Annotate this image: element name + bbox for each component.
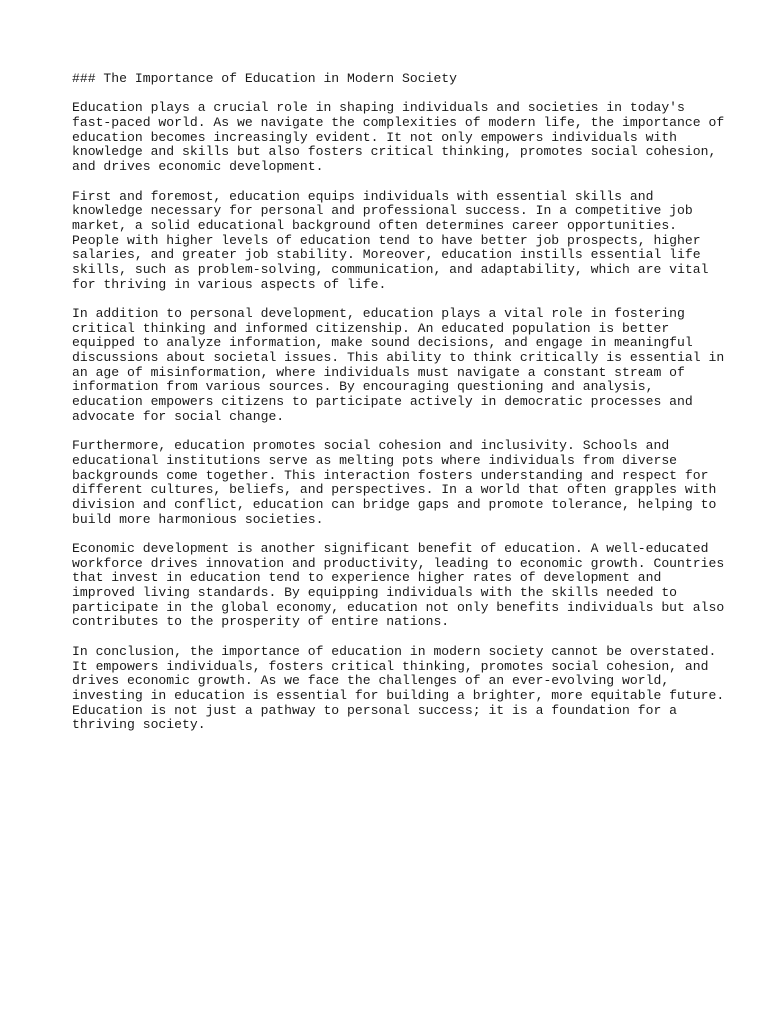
- paragraph-line: Education plays a crucial role in shaping individuals and societies in today's: [72, 100, 685, 116]
- paragraph-line: market, a solid educational background often determines career opportunities.: [72, 217, 678, 233]
- paragraph-line: In addition to personal development, education plays a vital role in fostering: [72, 306, 685, 321]
- paragraph-line: drives economic growth. As we face the challenges of an ever-evolving world,: [72, 673, 670, 689]
- paragraph-line: First and foremost, education equips individuals with essential skills and: [72, 188, 654, 204]
- document-page: [72, 71, 725, 748]
- paragraph-line: Economic development is another significant benefit of education. A well-educated: [72, 541, 709, 556]
- paragraph-line: fast-paced world. As we navigate the complexities of modern life, the importance of: [72, 115, 725, 131]
- paragraph-6: [72, 643, 725, 733]
- paragraph-line: different cultures, beliefs, and perspectives. In a world that often grapples with: [72, 482, 717, 498]
- paragraph-line: discussions about societal issues. This ability to think critically is essential in: [72, 350, 725, 366]
- paragraph-line: investing in education is essential for building a brighter, more equitable future.: [72, 687, 725, 703]
- paragraph-line: salaries, and greater job stability. Moreover, education instills essential life: [72, 247, 701, 263]
- paragraph-5: [72, 541, 725, 630]
- paragraph-1: [72, 100, 725, 175]
- document-heading: ### The Importance of Education in Modern Society: [72, 71, 458, 86]
- paragraph-line: thriving society.: [72, 717, 206, 733]
- paragraph-line: build more harmonious societies.: [72, 511, 324, 527]
- paragraph-2: [72, 190, 712, 293]
- paragraph-line: contributes to the prosperity of entire nations.: [72, 614, 450, 630]
- paragraph-line: People with higher levels of education tend to have better job prospects, higher: [72, 232, 701, 248]
- paragraph-line: education becomes increasingly evident. It not only empowers individuals with: [72, 129, 678, 145]
- paragraph-3: [72, 306, 725, 425]
- paragraph-line: that invest in education tend to experience higher rates of development and: [72, 570, 662, 586]
- paragraph-line: backgrounds come together. This interaction fosters understanding and respect for: [72, 467, 709, 483]
- paragraph-line: equipped to analyze information, make sound decisions, and engage in meaningful: [72, 335, 693, 351]
- paragraph-line: education empowers citizens to participate actively in democratic processes and: [72, 394, 693, 410]
- paragraph-line: workforce drives innovation and productivity, leading to economic growth. Countries: [72, 555, 725, 571]
- paragraph-line: Education is not just a pathway to personal success; it is a foundation for a: [72, 702, 678, 718]
- paragraph-line: educational institutions serve as melting pots where individuals from diverse: [72, 452, 678, 468]
- paragraph-4: [72, 438, 717, 527]
- paragraph-line: advocate for social change.: [72, 408, 285, 424]
- paragraph-line: In conclusion, the importance of education in modern society cannot be overstated.: [72, 643, 717, 659]
- paragraph-line: division and conflict, education can bridge gaps and promote tolerance, helping to: [72, 496, 717, 512]
- paragraph-line: Furthermore, education promotes social cohesion and inclusivity. Schools and: [72, 438, 670, 454]
- paragraph-line: critical thinking and informed citizenship. An educated population is better: [72, 320, 670, 336]
- paragraph-line: improved living standards. By equipping individuals with the skills needed to: [72, 585, 678, 601]
- paragraph-line: for thriving in various aspects of life.: [72, 276, 387, 292]
- paragraph-line: information from various sources. By encouraging questioning and analysis,: [72, 379, 654, 395]
- paragraph-line: and drives economic development.: [72, 159, 324, 175]
- paragraph-line: participate in the global economy, education not only benefits individuals but also: [72, 599, 725, 615]
- paragraph-line: skills, such as problem-solving, communication, and adaptability, which are vital: [72, 261, 709, 277]
- paragraph-line: knowledge necessary for personal and professional success. In a competitive job: [72, 203, 693, 219]
- paragraph-line: It empowers individuals, fosters critical thinking, promotes social cohesion, and: [72, 658, 709, 674]
- paragraph-line: knowledge and skills but also fosters critical thinking, promotes social cohesion,: [72, 144, 717, 160]
- paragraph-line: an age of misinformation, where individuals must navigate a constant stream of: [72, 364, 685, 380]
